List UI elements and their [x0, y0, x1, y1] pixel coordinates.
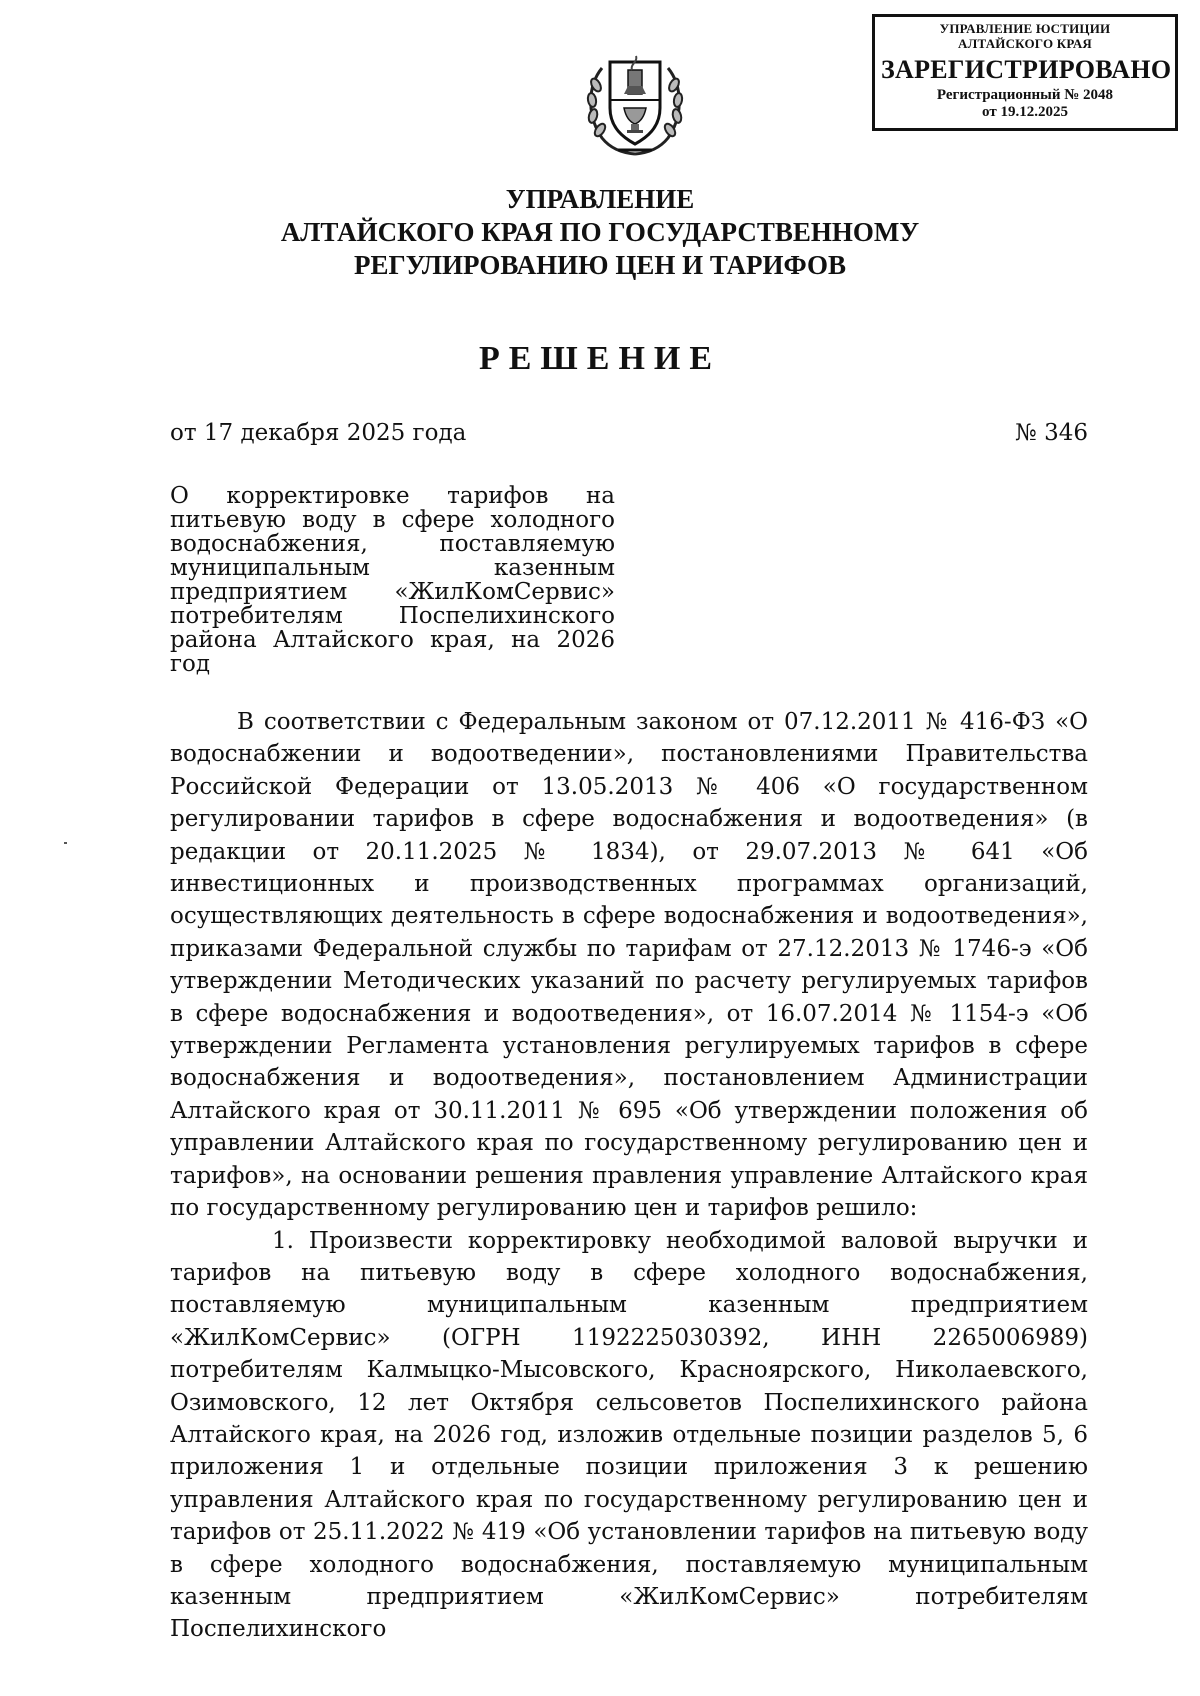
stamp-authority-line2: АЛТАЙСКОГО КРАЯ: [958, 36, 1092, 51]
org-line-2: АЛТАЙСКОГО КРАЯ ПО ГОСУДАРСТВЕННОМУ: [280, 217, 920, 247]
document-body: [170, 706, 1088, 1646]
document-type-title: РЕШЕНИЕ: [478, 340, 722, 377]
document-number: № 346: [1015, 420, 1088, 446]
preamble-paragraph: В соответствии с Федеральным законом от 07.12.2011 № 416-ФЗ «О водоснабжении и водоотведении», постановлениями Правительства Российской Федерации от 13.05.2013 № 406 «О государственном регулировании тарифов в сфере водоснабжения и водоотведения» (в редакции от 20.11.2025 № 1834), от 29.07.2013 № 641 «Об инвестиционных и производственных программах организаций, осуществляющих деятельность в сфере водоснабжения и водоотведения», приказами Федеральной службы по тарифам от 27.12.2013 № 1746-э «Об утверждении Методических указаний по расчету регулируемых тарифов в сфере водоснабжения и водоотведения», от 16.07.2014 № 1154-э «Об утверждении Регламента установления регулируемых тарифов в сфере водоснабжения и водоотведения», постановлением Администрации Алтайского края от 30.11.2011 № 695 «Об утверждении положения об управлении Алтайского края по государственному регулированию цен и тарифов», на основании решения правления управление Алтайского края по государственному регулированию цен и тарифов решило:: [170, 709, 1088, 1222]
document-subject: О корректировке тарифов на питьевую воду в сфере холодного водоснабжения, поставляемую муниципальным казенным предприятием «ЖилКомСервис» потребителям Поспелихинского района Алтайского края, на 2026 год: [170, 483, 615, 677]
registration-stamp: [872, 14, 1178, 131]
point-1-paragraph: 1. Произвести корректировку необходимой валовой выручки и тарифов на питьевую воду в сфере холодного водоснабжения, поставляемую муниципальным казенным предприятием «ЖилКомСервис» (ОГРН 1192225030392, ИНН 2265006989) потребителям Калмыцко-Мысовского, Красноярского, Николаевского, Озимовского, 12 лет Октября сельсоветов Поспелихинского района Алтайского края, на 2026 год, изложив отдельные позиции разделов 5, 6 приложения 1 и отдельные позиции приложения 3 к решению управления Алтайского края по государственному регулированию цен и тарифов от 25.11.2022 № 419 «Об установлении тарифов на питьевую воду в сфере холодного водоснабжения, поставляемую муниципальным казенным предприятием «ЖилКомСервис» потребителям Поспелихинского: [170, 1227, 1088, 1643]
scan-artifact-dot: [64, 842, 67, 844]
altai-krai-coat-of-arms-icon: [580, 40, 690, 160]
stamp-reg-number: Регистрационный № 2048: [936, 87, 1114, 103]
org-line-3: РЕГУЛИРОВАНИЮ ЦЕН И ТАРИФОВ: [353, 250, 847, 280]
document-date: от 17 декабря 2025 года: [170, 420, 467, 446]
stamp-status: ЗАРЕГИСТРИРОВАНО: [881, 55, 1172, 84]
stamp-authority-line1: УПРАВЛЕНИЕ ЮСТИЦИИ: [939, 21, 1111, 36]
organization-header: [200, 183, 1000, 282]
stamp-reg-date: от 19.12.2025: [982, 104, 1068, 120]
org-line-1: УПРАВЛЕНИЕ: [505, 184, 695, 214]
